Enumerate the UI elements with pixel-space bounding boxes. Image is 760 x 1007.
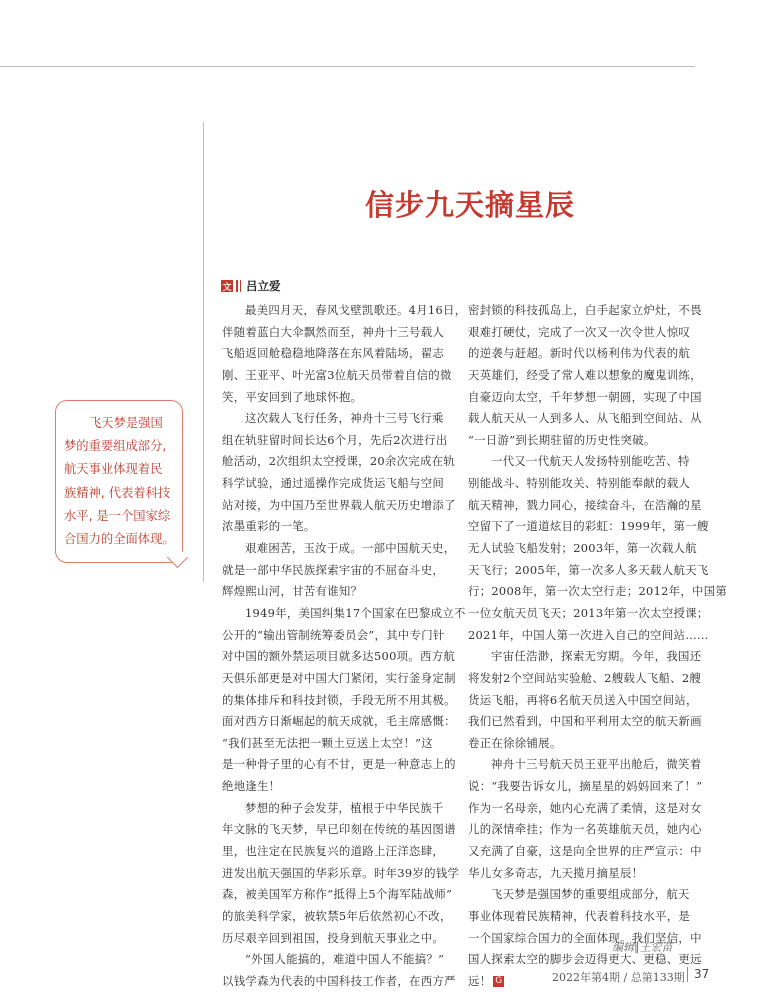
- top-rule: [0, 66, 695, 67]
- body-line: [222, 322, 448, 344]
- body-line-text: 最美四月天，春风戈壁凯歌还。4月16日，: [245, 303, 467, 317]
- body-line-text: 艰难打硬仗，完成了一次又一次令世人惊叹: [468, 324, 691, 339]
- body-line-text: “外国人能搞的，难道中国人不能搞？”: [245, 952, 445, 967]
- body-line: [468, 884, 696, 906]
- body-line: [222, 798, 448, 820]
- body-line: [468, 408, 702, 430]
- body-line: [222, 560, 448, 582]
- body-line: [468, 343, 696, 365]
- body-line: [222, 776, 448, 798]
- body-line: [222, 841, 448, 863]
- body-line: [222, 387, 448, 409]
- pull-quote-line: 水平, 是一个国家综: [64, 508, 171, 523]
- body-line-text: 的逆袭与赶超。新时代以杨利伟为代表的航: [468, 346, 691, 361]
- body-line: [222, 343, 448, 365]
- footer-divider: [687, 967, 688, 982]
- body-line-text: 天俱乐部更是对中国大门紧闭，实行釜身定制: [222, 670, 456, 685]
- body-line-text: 无人试验飞船发射；2003年，第一次载人航: [468, 541, 697, 556]
- body-line: [222, 581, 448, 603]
- body-line-text: 科学试验，通过遥操作完成货运飞船与空间: [222, 476, 445, 491]
- body-line-text: 对中国的额外禁运项目就多达500项。西方航: [222, 649, 456, 664]
- body-line: [222, 365, 452, 387]
- body-line: [222, 300, 467, 322]
- body-line-text: 绝地逢生！: [222, 779, 281, 794]
- body-line-text: “我们甚至无法把一颗土豆送上太空！”这: [222, 735, 433, 750]
- body-line: [222, 863, 460, 885]
- body-line: [468, 538, 696, 560]
- body-line: [222, 516, 448, 538]
- body-line-text: 自豪迈向太空，千年梦想一朝圆，实现了中国: [468, 389, 702, 404]
- body-line-text: 神舟十三号航天员王亚平出舱后，微笑着: [491, 757, 702, 772]
- body-line-text: 站对接，为中国乃至世界载人航天历史增添了: [222, 497, 456, 512]
- body-line-text: 历尽艰辛回到祖国，投身到航天事业之中。: [222, 930, 445, 945]
- body-line-text: 就是一部中华民族探索宇宙的不屈奋斗史，: [222, 562, 445, 577]
- body-line-text: 说：“我要告诉女儿，摘星星的妈妈回来了！”: [468, 779, 703, 794]
- body-line: [222, 668, 456, 690]
- body-line-text: 艰难困苦，玉汝于成。一部中国航天史，: [245, 541, 456, 556]
- body-line: [468, 754, 702, 776]
- body-line: [222, 949, 448, 971]
- body-line: [222, 603, 466, 625]
- body-line: [222, 625, 448, 647]
- body-line-text: 以钱学森为代表的中国科技工作者，在西方严: [222, 973, 456, 988]
- editor-credit: 编辑∥王宏苗: [612, 941, 673, 954]
- pull-quote-text: [64, 412, 176, 551]
- body-line-text: 载人航天从一人到多人、从飞船到空间站、从: [468, 411, 702, 426]
- body-line: [222, 473, 448, 495]
- byline-mark: 文: [221, 280, 233, 292]
- body-line-text: 飞天梦是强国梦的重要组成部分，航天: [491, 887, 690, 902]
- body-line: [468, 625, 709, 647]
- pull-quote-line: 合国力的全面体现。: [64, 532, 175, 547]
- body-line: [468, 473, 696, 495]
- body-line-text: 1949年，美国纠集17个国家在巴黎成立不: [245, 605, 466, 620]
- body-line: [468, 733, 696, 755]
- body-line-text: 密封锁的科技孤岛上，白手起家立炉灶，不畏: [468, 303, 702, 317]
- body-line-text: 里，也注定在民族复兴的道路上汪洋恣肆，: [222, 844, 445, 859]
- body-line-text: 将发射2个空间站实验舱、2艘载人飞船、2艘: [468, 670, 702, 685]
- body-line: [468, 798, 702, 820]
- body-line-text: 我们已然看到，中国和平利用太空的航天新画: [468, 714, 702, 729]
- body-line: [222, 690, 456, 712]
- body-line: [468, 300, 702, 322]
- body-line-text: 的集体排斥和科技封锁，手段无所不用其极。: [222, 692, 456, 707]
- body-line-text: 作为一名母亲，她内心充满了柔情，这是对女: [468, 800, 702, 815]
- body-line: [222, 538, 456, 560]
- author-name: 吕立爱: [246, 279, 281, 293]
- body-line: [468, 841, 702, 863]
- body-line: [222, 928, 448, 950]
- body-line-text: 刚、王亚平、叶光富3位航天员带着自信的微: [222, 367, 452, 382]
- body-line: [222, 711, 456, 733]
- body-line-text: 2021年，中国人第一次进入自己的空间站……: [468, 627, 709, 642]
- body-line: [468, 668, 702, 690]
- body-line: [468, 387, 702, 409]
- body-line-text: 公开的“输出管制统筹委员会”，其中专门针: [222, 627, 445, 642]
- body-line: [468, 819, 702, 841]
- body-line: [468, 516, 709, 538]
- byline-divider: [236, 280, 238, 292]
- article-title: 信步九天摘星辰: [364, 188, 575, 222]
- body-line-text: 迸发出航天强国的华彩乐章。时年39岁的钱学: [222, 865, 460, 880]
- body-line-text: 事业体现着民族精神，代表着科技水平，是: [468, 908, 691, 923]
- body-line-text: 一个国家综合国力的全面体现。我们坚信，中: [468, 930, 702, 945]
- body-line-text: 远！: [468, 973, 492, 988]
- body-line: [468, 581, 728, 603]
- body-line-text: 航天精神，戮力同心，接续奋斗，在浩瀚的星: [468, 497, 702, 512]
- body-line: [468, 690, 696, 712]
- issue-info: 2022年第4期 / 总第133期: [552, 971, 685, 984]
- byline-divider-thin: [240, 280, 241, 292]
- body-line-text: 组在轨驻留时间长达6个月，先后2次进行出: [222, 432, 448, 447]
- body-line-text: 浓墨重彩的一笔。: [222, 519, 316, 534]
- body-line-text: 行；2008年，第一次太空行走；2012年，中国第: [468, 584, 728, 599]
- body-line-text: 又充满了自豪，这是向全世界的庄严宣示：中: [468, 844, 702, 859]
- body-line: [468, 776, 703, 798]
- body-line: [468, 322, 696, 344]
- body-line: [468, 646, 702, 668]
- body-line-text: 一代又一代航天人发扬特别能吃苦、特: [491, 454, 690, 469]
- body-line-text: 舱活动，2次组织太空授课，20余次完成在轨: [222, 454, 456, 469]
- end-mark-icon: G: [495, 976, 503, 987]
- body-line: [222, 733, 448, 755]
- body-line: [222, 430, 448, 452]
- body-line-text: 国人探索太空的脚步会迈得更大、更稳、更远: [468, 952, 702, 967]
- body-line: [468, 430, 696, 452]
- body-line-text: 年文脉的飞天梦，早已印刻在传统的基因图谱: [222, 822, 456, 837]
- body-line-text: 笑，平安回到了地球怀抱。: [222, 389, 363, 404]
- body-line: [468, 495, 702, 517]
- page-number: 37: [694, 967, 710, 981]
- body-line: [468, 863, 696, 885]
- body-line-text: 辉煌熙山河，甘苦有谁知？: [222, 584, 363, 599]
- body-line-text: 的旅美科学家，被软禁5年后依然初心不改，: [222, 908, 452, 923]
- body-line: [222, 451, 456, 473]
- pull-quote-line: 族精神, 代表着科技: [64, 485, 171, 500]
- body-line: [222, 884, 453, 906]
- byline: [221, 279, 281, 293]
- body-line: [222, 646, 456, 668]
- body-line-text: 这次载人飞行任务，神舟十三号飞行乘: [245, 411, 444, 426]
- body-line-text: 飞船返回舱稳稳地降落在东风着陆场，翟志: [222, 346, 445, 361]
- body-line-text: 天英雄们，经受了常人难以想象的魔鬼训练，: [468, 367, 702, 382]
- body-line: [222, 971, 456, 993]
- body-line: [468, 906, 696, 928]
- body-line-text: 别能战斗、特别能攻关、特别能奉献的载人: [468, 476, 691, 491]
- body-line: [222, 819, 456, 841]
- body-line-text: 是一种骨子里的心有不甘，更是一种意志上的: [222, 757, 456, 772]
- body-line-text: 卷正在徐徐铺展。: [468, 735, 562, 750]
- body-line: [222, 495, 456, 517]
- body-line-text: 一位女航天员飞天；2013年第一次太空授课；: [468, 605, 709, 620]
- body-line: [222, 906, 452, 928]
- body-line-text: “一日游”到长期驻留的历史性突破。: [468, 432, 656, 447]
- body-line-text: 森，被美国军方称作“抵得上5个海军陆战师”: [222, 887, 453, 902]
- title-vertical-rule: [203, 122, 204, 582]
- body-line-text: 天飞行；2005年，第一次多人多天载人航天飞: [468, 562, 709, 577]
- body-line-text: 伴随着蓝白大伞飘然而至，神舟十三号载人: [222, 324, 445, 339]
- pull-quote-line: 航天事业体现着民: [64, 462, 163, 477]
- body-line-text: 华儿女多奇志，九天揽月摘星辰！: [468, 865, 644, 880]
- pull-quote-line: 飞天梦是强国: [89, 416, 163, 430]
- body-line: [468, 365, 702, 387]
- body-column-left: [222, 300, 467, 993]
- body-line: [222, 754, 456, 776]
- body-line-text: 梦想的种子会发芽，植根于中华民族千: [245, 800, 444, 815]
- body-line-text: 宇宙任浩渺，探索无穷期。今年，我国还: [491, 649, 702, 664]
- body-line-text: 面对西方日渐崛起的航天成就，毛主席感慨：: [222, 714, 456, 729]
- body-line: [468, 451, 696, 473]
- body-line: [222, 408, 448, 430]
- pull-quote-line: 梦的重要组成部分,: [64, 439, 167, 454]
- body-line: [468, 711, 702, 733]
- body-line-text: 儿的深情牵挂；作为一名英雄航天员，她内心: [468, 822, 702, 837]
- body-line: [468, 560, 709, 582]
- body-line: [468, 603, 709, 625]
- body-line-text: 货运飞船，再将6名航天员送入中国空间站，: [468, 692, 698, 707]
- body-line-text: 空留下了一道道炫目的彩虹：1999年，第一艘: [468, 519, 709, 534]
